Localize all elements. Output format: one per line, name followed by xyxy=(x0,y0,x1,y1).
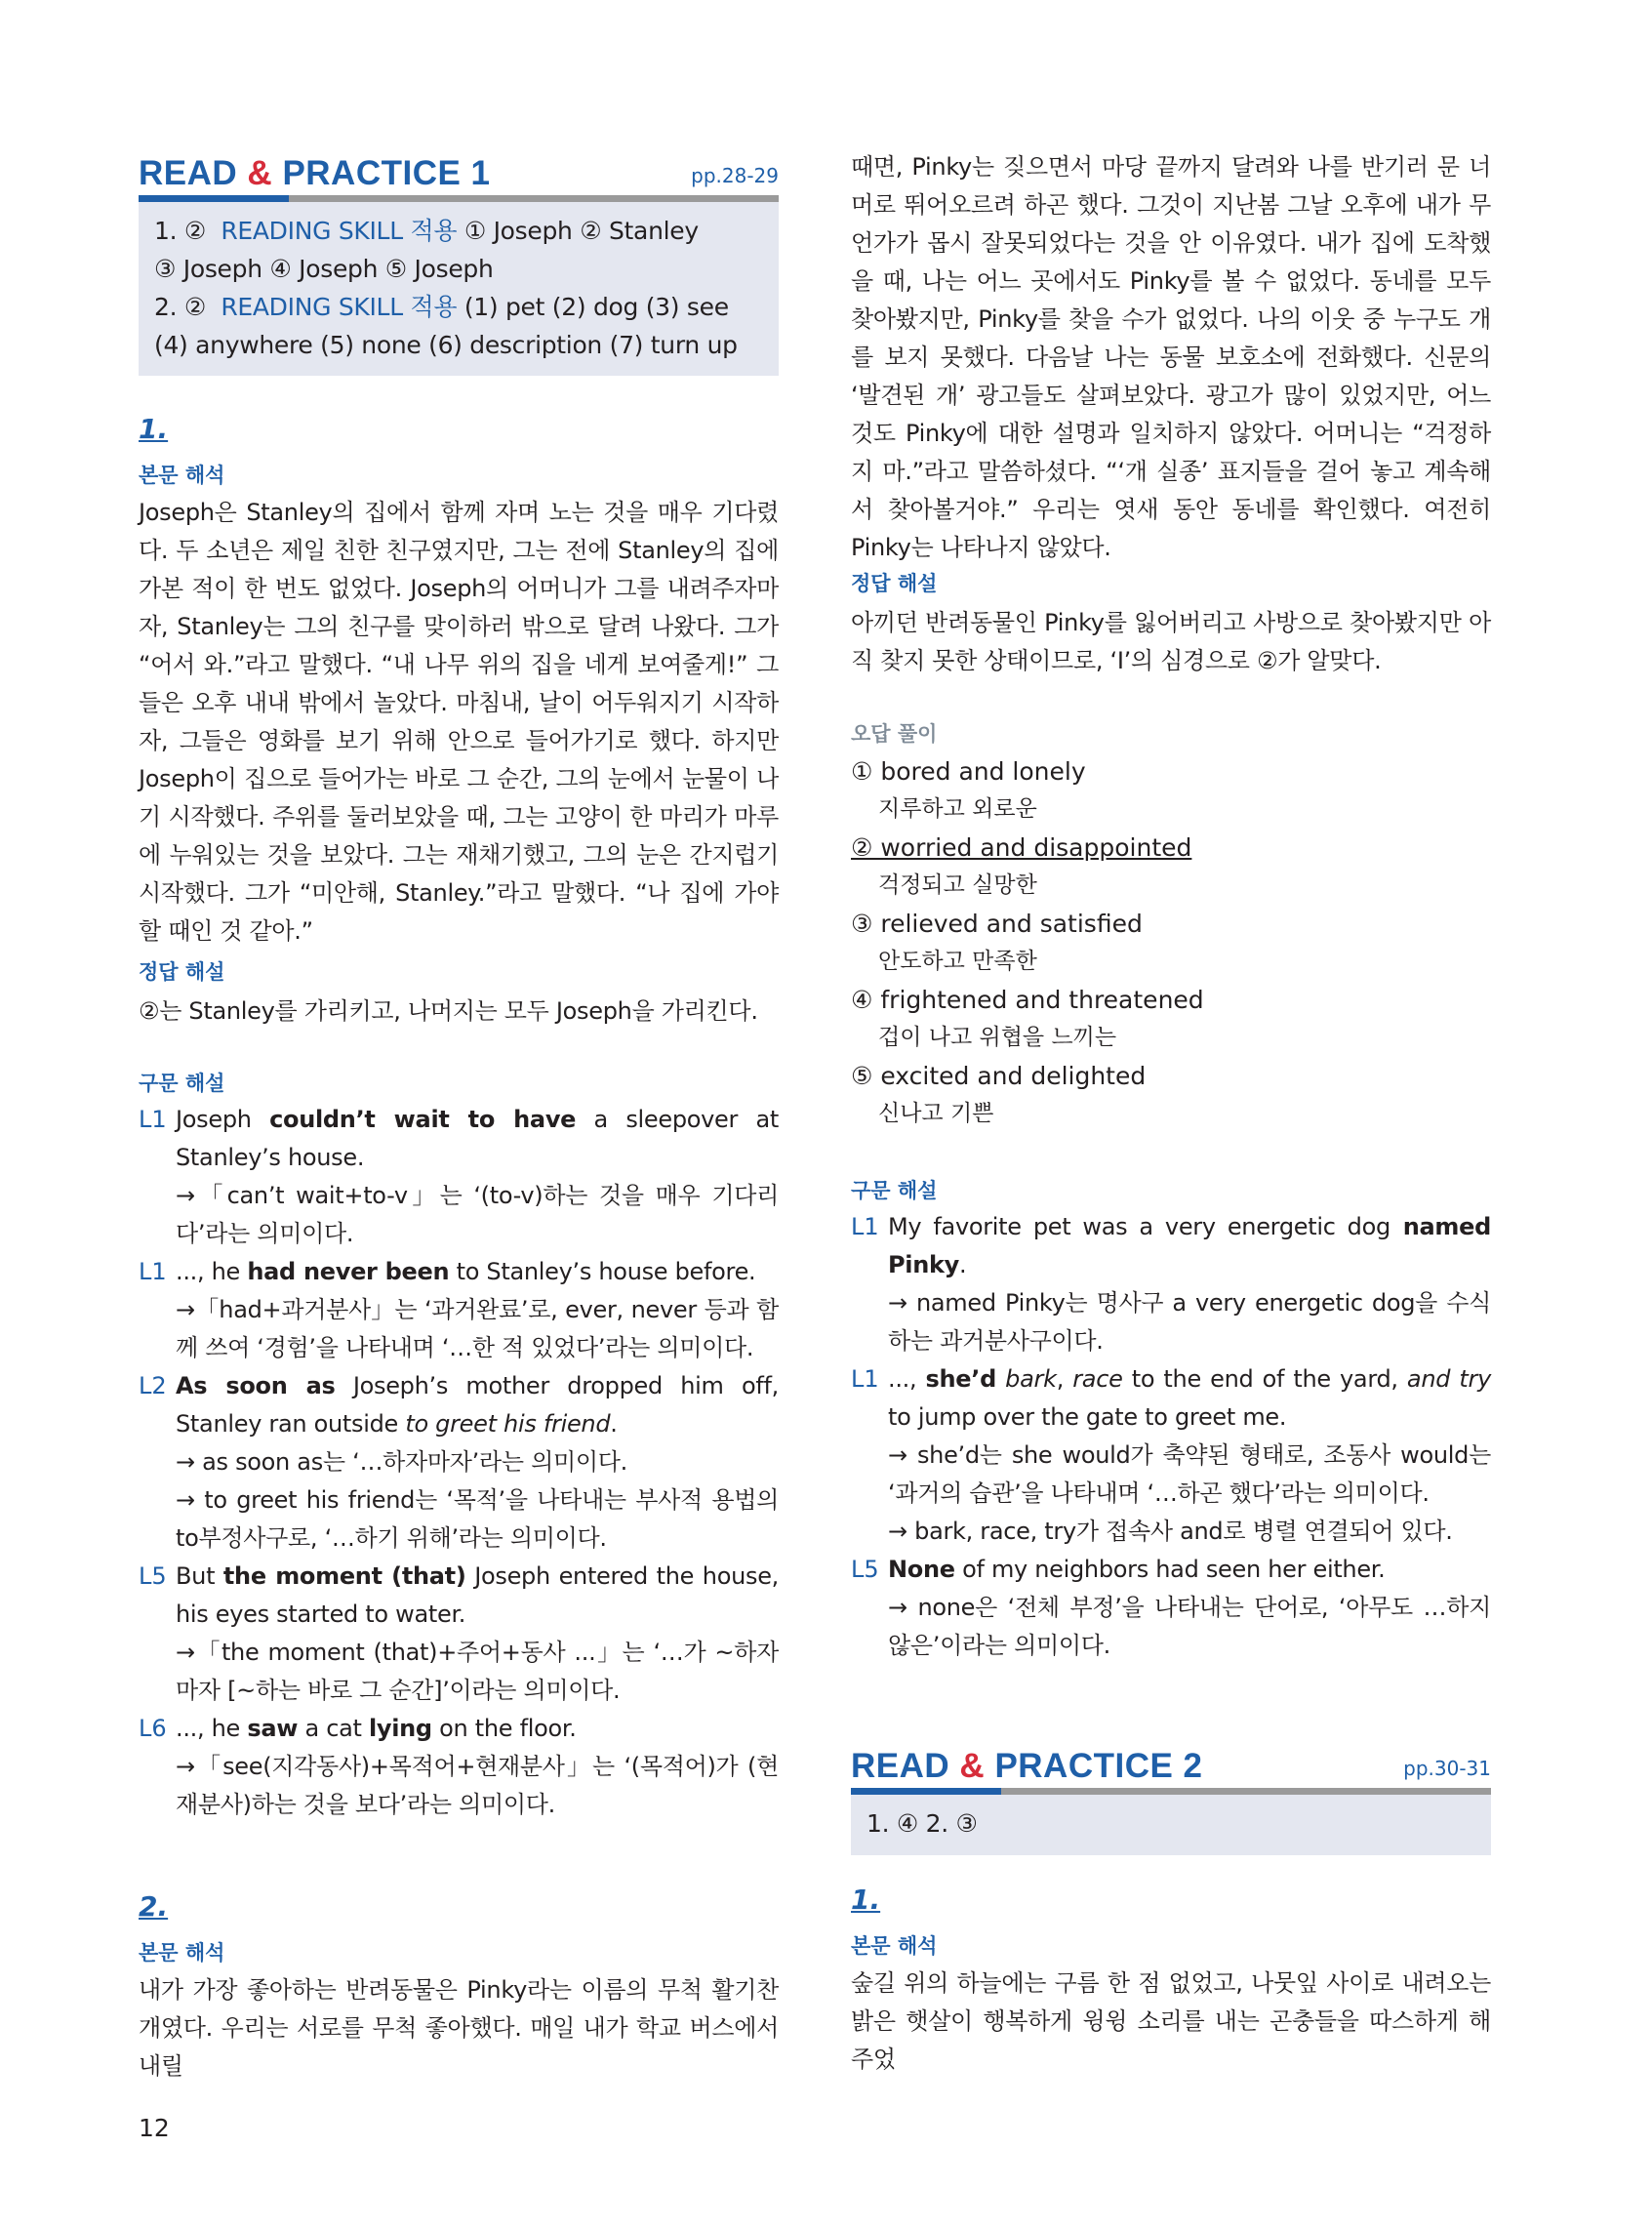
section-title xyxy=(139,154,491,192)
syntax-note: →「can’t wait+to-v」는 ‘(to-v)하는 것을 매우 기다리다’라는 의미이다. xyxy=(176,1182,779,1247)
option-ko: 안도하고 만족한 xyxy=(878,949,1037,974)
question-number: 1. xyxy=(139,413,169,445)
section-title-part2: PRACTICE 1 xyxy=(282,154,491,192)
syntax-item: L5 But the moment (that) Joseph entered the house, his eyes started to water. →「the moment (that)+주어+동사 ...」는 ‘…가 ~하자마자 [~하는 바로 그 순간]’이라는 의미이다. xyxy=(139,1558,779,1710)
answer-line-2: ③ Joseph ④ Joseph ⑤ Joseph xyxy=(154,255,494,283)
option-en: ④ frightened and threatened xyxy=(851,986,1204,1014)
answer-line-4: (4) anywhere (5) none (6) description (7) turn up xyxy=(154,331,738,359)
answer-line: 1. ④ 2. ③ xyxy=(866,1809,978,1838)
syntax-note: → named Pinky는 명사구 a very energetic dog을 수식하는 과거분사구이다. xyxy=(888,1289,1491,1355)
translation-text-3: 숲길 위의 하늘에는 구름 한 점 없었고, 나뭇잎 사이로 내려오는 밝은 햇살이 행복하게 윙윙 소리를 내는 곤충들을 따스하게 해 주었 xyxy=(851,1969,1491,2073)
answer-explanation-heading-2: 정답 해설 xyxy=(851,572,938,595)
option-en: ⑤ excited and delighted xyxy=(851,1062,1147,1090)
section-title-row xyxy=(139,154,779,193)
syntax-note: →「see(지각동사)+목적어+현재분사」는 ‘(목적어)가 (현재분사)하는 것을 보다’라는 의미이다. xyxy=(176,1753,779,1818)
syntax-list-2 xyxy=(851,1208,1491,1665)
option-ko: 겁이 나고 위협을 느끼는 xyxy=(878,1025,1117,1050)
syntax-note: → none은 ‘전체 부정’을 나타내는 단어로, ‘아무도 …하지 않은’이라는 의미이다. xyxy=(888,1594,1491,1659)
right-column xyxy=(851,0,1491,2073)
answer-explanation-heading: 정답 해설 xyxy=(139,960,225,984)
option-ko: 걱정되고 실망한 xyxy=(878,872,1037,898)
translation-heading: 본문 해석 xyxy=(139,464,225,487)
answer-line-3: 2. ② READING SKILL 적용 (1) pet (2) dog (3) see xyxy=(154,293,729,321)
syntax-note: → she’d는 she would가 축약된 형태로, 조동사 would는 ‘과거의 습관’을 나타내며 ‘…하곤 했다’라는 의미이다. xyxy=(888,1441,1491,1507)
syntax-note: → as soon as는 ‘…하자마자’라는 의미이다. xyxy=(176,1448,627,1476)
option-ko: 지루하고 외로운 xyxy=(878,796,1037,822)
answer-box-2 xyxy=(851,1795,1491,1855)
section-title-row-2 xyxy=(851,1747,1491,1786)
option-ko: 신나고 기쁜 xyxy=(878,1101,994,1126)
page-range: pp.28-29 xyxy=(691,164,779,187)
question-number-2: 2. xyxy=(139,1890,169,1923)
syntax-note: → to greet his friend는 ‘목적’을 나타내는 부사적 용법의 to부정사구로, ‘…하기 위해’라는 의미이다. xyxy=(176,1486,779,1552)
syntax-heading: 구문 해설 xyxy=(139,1072,225,1095)
question-number-3: 1. xyxy=(851,1884,881,1916)
answer-explanation-2: 아끼던 반려동물인 Pinky를 잃어버리고 사방으로 찾아봤지만 아직 찾지 못한 상태이므로, ‘I’의 심경으로 ②가 알맞다. xyxy=(851,609,1491,674)
translation-text-2-start: 내가 가장 좋아하는 반려동물은 Pinky라는 이름의 무척 활기찬 개였다. 우리는 서로를 무척 좋아했다. 매일 내가 학교 버스에서 내릴 xyxy=(139,1976,779,2080)
syntax-item: L6 ..., he saw a cat lying on the floor. →「see(지각동사)+목적어+현재분사」는 ‘(목적어)가 (현재분사)하는 것을 보다’라는 의미이다. xyxy=(139,1710,779,1824)
translation-text: Joseph은 Stanley의 집에서 함께 자며 노는 것을 매우 기다렸다. 두 소년은 제일 친한 친구였지만, 그는 전에 Stanley의 집에 가본 적이 한 번도 없었다. Joseph의 어머니가 그를 내려주자마자, Stanley는 그의 친구를 맞이하러 밖으로 달려 나왔다. 그가 “어서 와.”라고 말했다. “내 나무 위의 집을 네게 보여줄게!” 그들은 오후 내내 밖에서 놀았다. 마침내, 날이 어두워지기 시작하자, 그들은 영화를 보기 위해 안으로 들어가기로 했다. 하지만 Joseph이 집으로 들어가는 바로 그 순간, 그의 눈에서 눈물이 나기 시작했다. 주위를 둘러보았을 때, 그는 고양이 한 마리가 마루에 누워있는 것을 보았다. 그는 재채기했고, 그의 눈은 간지럽기 시작했다. 그가 “미안해, Stanley.”라고 말했다. “나 집에 가야 할 때인 것 같아.” xyxy=(139,499,779,945)
translation-text-2-cont: 때면, Pinky는 짖으면서 마당 끝까지 달려와 나를 반기러 문 너머로 뛰어오르려 하곤 했다. 그것이 지난봄 그날 오후에 내가 무언가가 몹시 잘못되었다는 것을 안 이유였다. 내가 집에 도착했을 때, 나는 어느 곳에서도 Pinky를 볼 수 없었다. 동네를 모두 찾아봤지만, Pinky를 찾을 수가 없었다. 나의 이웃 중 누구도 개를 보지 못했다. 다음날 나는 동물 보호소에 전화했다. 신문의 ‘발견된 개’ 광고들도 살펴보았다. 광고가 많이 있었지만, 어느 것도 Pinky에 대한 설명과 일치하지 않았다. 어머니는 “걱정하지 마.”라고 말씀하셨다. “‘개 실종’ 표지들을 걸어 놓고 계속해서 찾아볼거야.” 우리는 엿새 동안 동네를 확인했다. 여전히 Pinky는 나타나지 않았다. xyxy=(851,153,1491,561)
page-number: 12 xyxy=(139,2114,170,2142)
option-en: ② worried and disappointed xyxy=(851,833,1192,862)
option-en: ③ relieved and satisfied xyxy=(851,910,1143,938)
translation-heading-2: 본문 해석 xyxy=(139,1941,225,1965)
title-underline xyxy=(139,195,779,202)
section-title-part1: READ xyxy=(139,154,238,192)
answer-box xyxy=(139,202,779,376)
syntax-item: L2 As soon as Joseph’s mother dropped him off, Stanley ran outside to greet his friend. → as soon as는 ‘…하자마자’라는 의미이다. → to greet his friend는 ‘목적’을 나타내는 부사적 용법의 to부정사구로, ‘…하기 위해’라는 의미이다. xyxy=(139,1367,779,1558)
options-list xyxy=(851,752,1491,1133)
title-underline-2 xyxy=(851,1788,1491,1795)
answer-explanation: ②는 Stanley를 가리키고, 나머지는 모두 Joseph을 가리킨다. xyxy=(139,997,758,1025)
syntax-item: L1 Joseph couldn’t wait to have a sleepover at Stanley’s house. →「can’t wait+to-v」는 ‘(to-v)하는 것을 매우 기다리다’라는 의미이다. xyxy=(139,1101,779,1253)
syntax-note: → bark, race, try가 접속사 and로 병렬 연결되어 있다. xyxy=(888,1518,1453,1545)
answer-line-1: 1. ② READING SKILL 적용 ① Joseph ② Stanley xyxy=(154,217,699,245)
wrong-options-heading: 오답 풀이 xyxy=(851,722,938,746)
syntax-note: →「had+과거분사」는 ‘과거완료’로, ever, never 등과 함께 쓰여 ‘경험’을 나타내며 ‘…한 적 있었다’라는 의미이다. xyxy=(176,1296,779,1361)
syntax-note: →「the moment (that)+주어+동사 ...」는 ‘…가 ~하자마자 [~하는 바로 그 순간]’이라는 의미이다. xyxy=(176,1639,779,1704)
page-range-2: pp.30-31 xyxy=(1403,1757,1491,1780)
syntax-item: L5 None of my neighbors had seen her either. → none은 ‘전체 부정’을 나타내는 단어로, ‘아무도 …하지 않은’이라는 의미이다. xyxy=(851,1551,1491,1665)
syntax-list xyxy=(139,1101,779,1824)
translation-heading-3: 본문 해석 xyxy=(851,1934,938,1958)
syntax-item: L1 My favorite pet was a very energetic dog named Pinky. → named Pinky는 명사구 a very energetic dog을 수식하는 과거분사구이다. xyxy=(851,1208,1491,1360)
section-title-2: READ & PRACTICE 2 xyxy=(851,1747,1203,1785)
syntax-heading-2: 구문 해설 xyxy=(851,1179,938,1202)
section-title-amp: & xyxy=(247,154,273,192)
option-en: ① bored and lonely xyxy=(851,757,1086,786)
syntax-item: L1 ..., she’d bark, race to the end of the yard, and try to jump over the gate to greet me. → she’d는 she would가 축약된 형태로, 조동사 would는 ‘과거의 습관’을 나타내며 ‘…하곤 했다’라는 의미이다. → bark, race, try가 접속사 and로 병렬 연결되어 있다. xyxy=(851,1360,1491,1551)
left-column xyxy=(139,0,780,2080)
syntax-item: L1 ..., he had never been to Stanley’s house before. →「had+과거분사」는 ‘과거완료’로, ever, never 등과 함께 쓰여 ‘경험’을 나타내며 ‘…한 적 있었다’라는 의미이다. xyxy=(139,1253,779,1367)
